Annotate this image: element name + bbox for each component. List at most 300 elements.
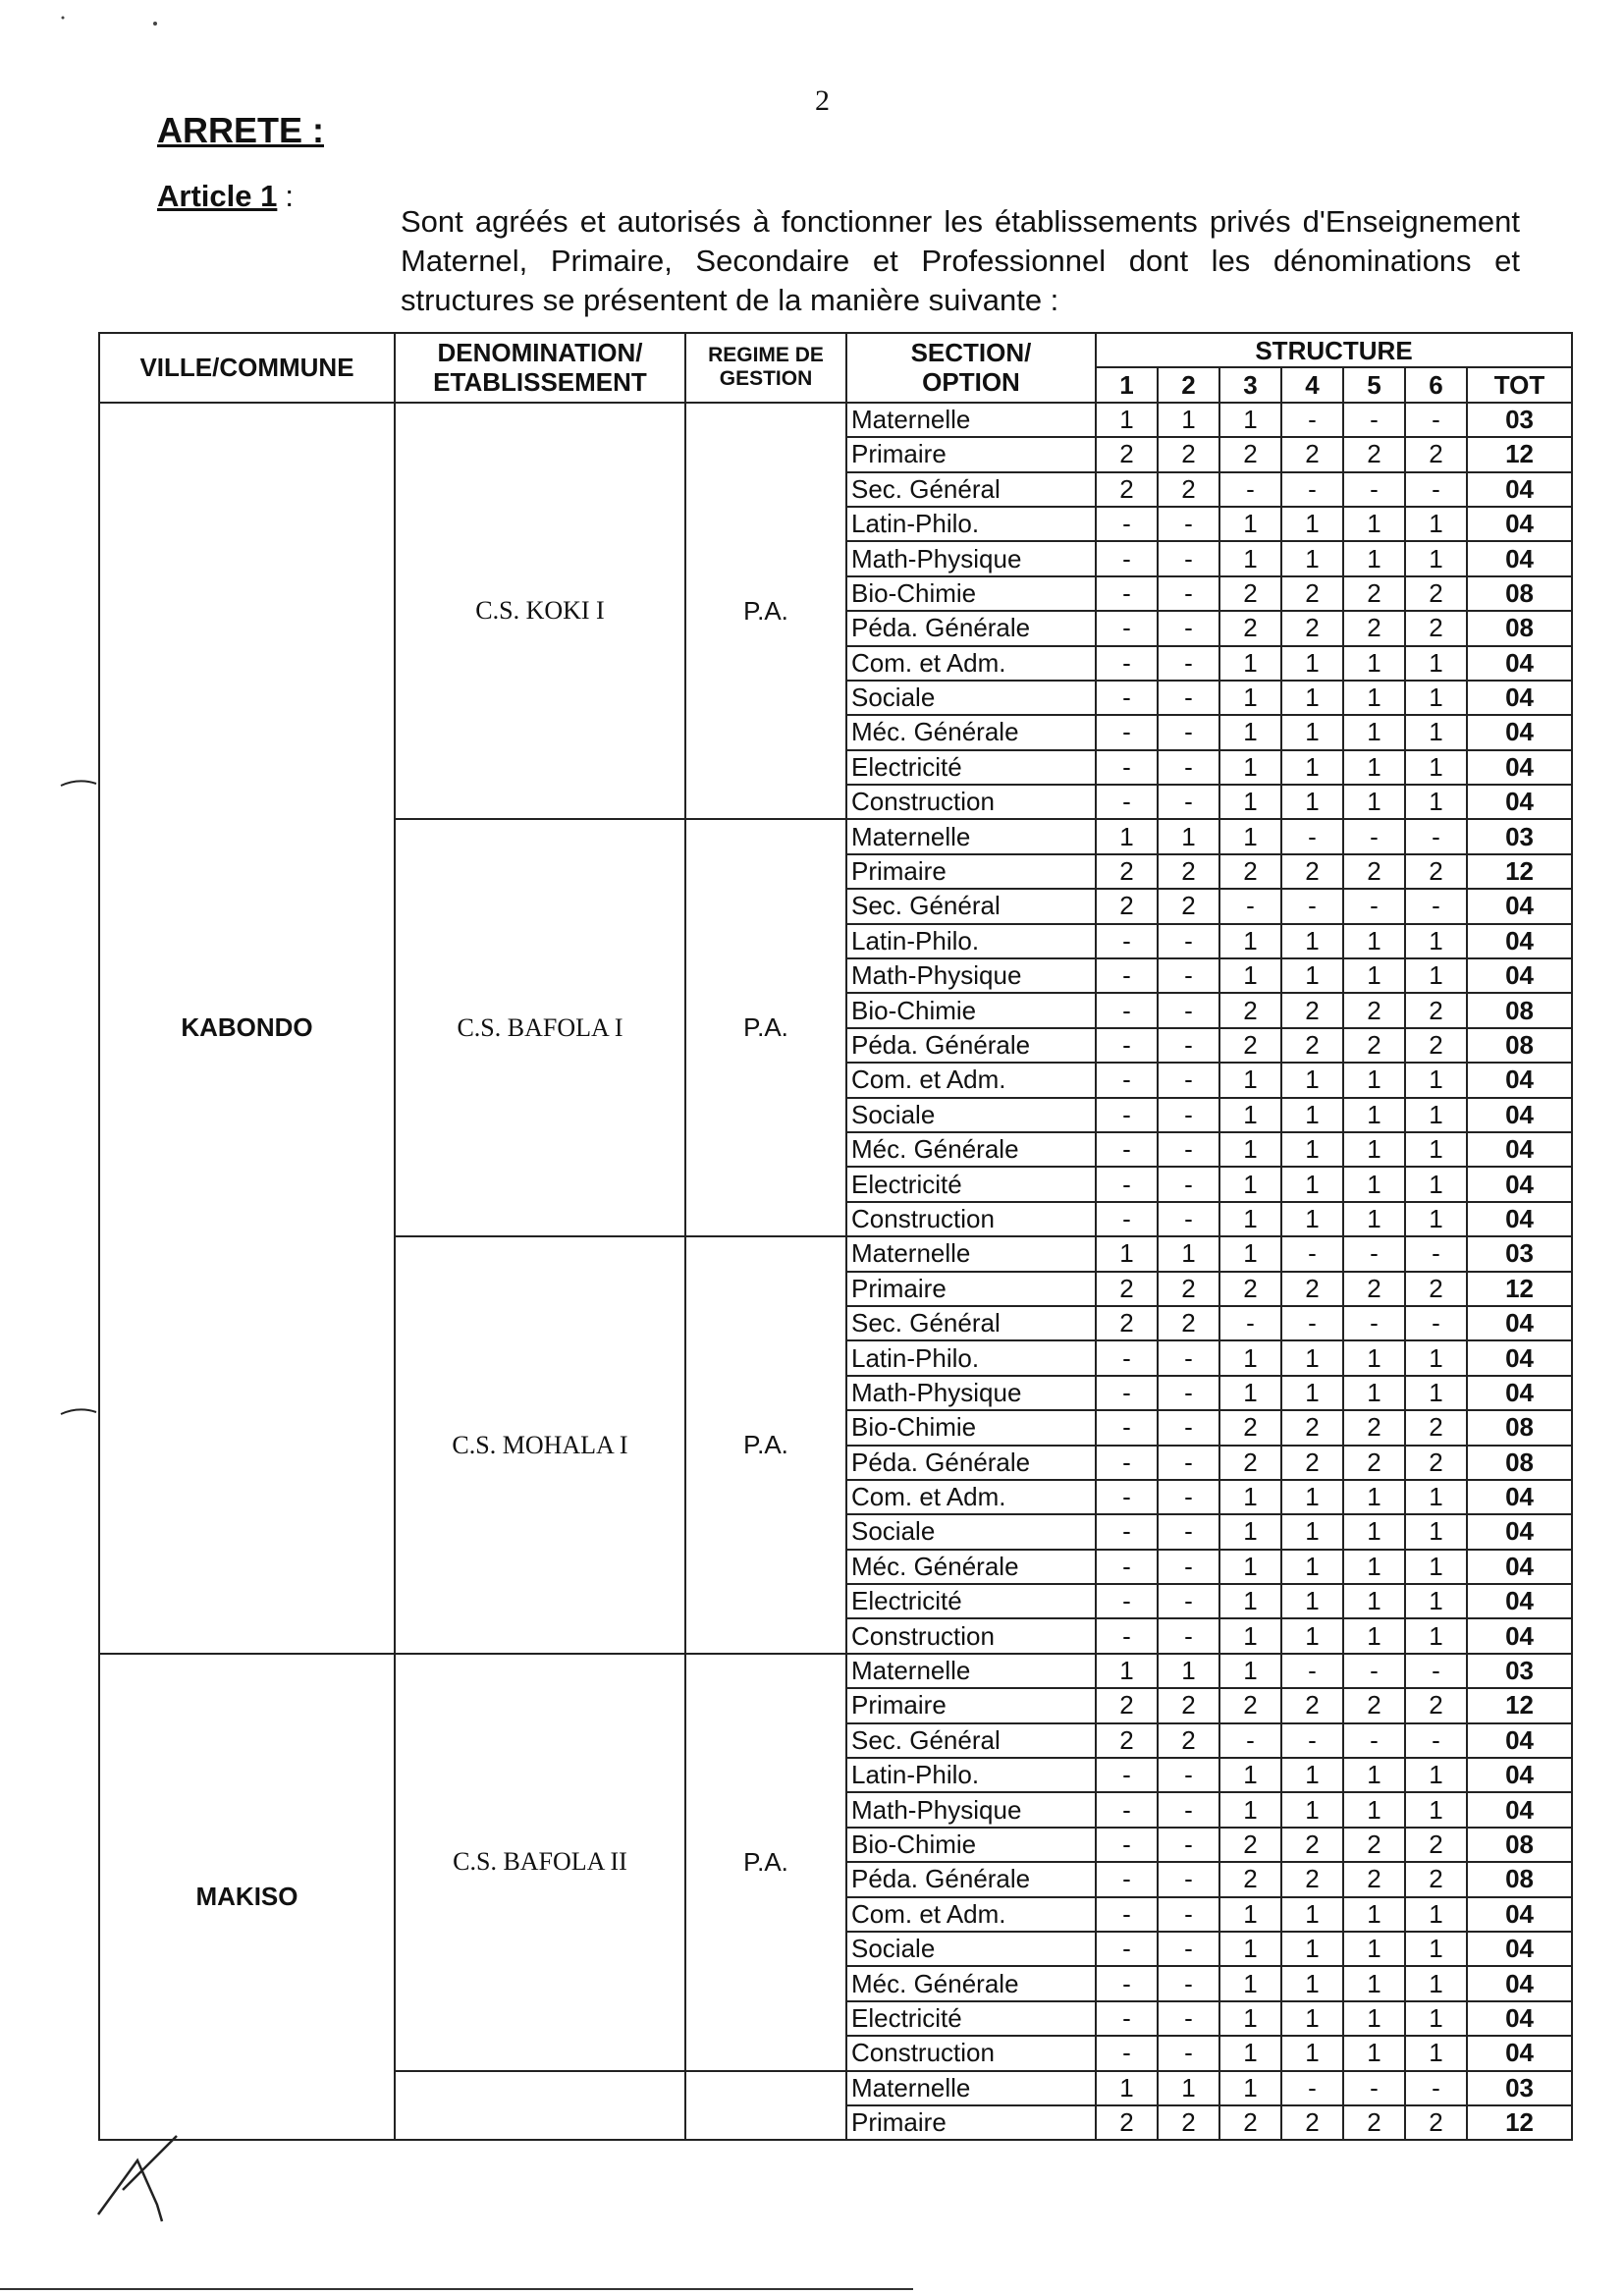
level-cell: -	[1158, 715, 1219, 749]
option-cell: Bio-Chimie	[846, 993, 1096, 1027]
article-number: Article 1	[157, 179, 278, 213]
option-cell: Primaire	[846, 1688, 1096, 1722]
level-cell: 2	[1219, 2105, 1281, 2140]
level-cell: -	[1281, 1654, 1343, 1688]
level-header: 6	[1405, 367, 1467, 402]
section-header-line2: OPTION	[922, 367, 1020, 398]
level-cell: 1	[1281, 1098, 1343, 1132]
level-header: 2	[1158, 367, 1219, 402]
level-cell: -	[1096, 1584, 1158, 1618]
bracket-mark	[61, 781, 96, 786]
level-cell: 2	[1343, 611, 1405, 645]
level-cell: 1	[1343, 750, 1405, 785]
level-cell: 1	[1219, 1584, 1281, 1618]
level-cell: 2	[1405, 1828, 1467, 1862]
option-cell: Electricité	[846, 750, 1096, 785]
option-cell: Péda. Générale	[846, 1446, 1096, 1480]
level-cell: 2	[1219, 1862, 1281, 1896]
level-cell: -	[1096, 646, 1158, 681]
level-cell: -	[1096, 1618, 1158, 1653]
article-text: Sont agréés et autorisés à fonctionner les établissements privés d'Enseignement Maternel, Primaire, Secondaire et Professionnel dont les dénominations et structures se présentent de la manière suivante :	[401, 204, 1520, 317]
level-cell: -	[1158, 1792, 1219, 1827]
level-cell: -	[1096, 1132, 1158, 1167]
level-cell: -	[1096, 576, 1158, 611]
level-cell: 2	[1158, 2105, 1219, 2140]
level-cell: 1	[1096, 403, 1158, 437]
level-cell: 1	[1219, 681, 1281, 715]
level-cell: -	[1096, 993, 1158, 1027]
option-cell: Bio-Chimie	[846, 1410, 1096, 1445]
level-cell: -	[1096, 958, 1158, 993]
level-cell: 1	[1343, 1376, 1405, 1410]
level-cell: -	[1096, 750, 1158, 785]
level-cell: 2	[1405, 1688, 1467, 1722]
level-header: 3	[1219, 367, 1281, 402]
level-cell: 1	[1405, 750, 1467, 785]
level-cell: 1	[1281, 1550, 1343, 1584]
level-cell: 1	[1281, 1167, 1343, 1201]
level-cell: 1	[1405, 785, 1467, 819]
level-cell: 2	[1281, 1410, 1343, 1445]
level-cell: 1	[1343, 1063, 1405, 1097]
level-cell: 1	[1343, 1202, 1405, 1236]
option-cell: Bio-Chimie	[846, 1828, 1096, 1862]
total-cell: 08	[1467, 576, 1572, 611]
level-cell: 2	[1158, 854, 1219, 889]
level-cell: 2	[1096, 854, 1158, 889]
level-cell: 1	[1281, 1618, 1343, 1653]
level-cell: 1	[1158, 403, 1219, 437]
level-cell: 1	[1405, 1063, 1467, 1097]
option-cell: Sociale	[846, 1932, 1096, 1966]
denomination-header-line2: ETABLISSEMENT	[433, 367, 647, 398]
level-cell: -	[1096, 1932, 1158, 1966]
level-cell: -	[1158, 611, 1219, 645]
regime-header-line2: GESTION	[719, 367, 813, 391]
level-cell: 2	[1158, 1306, 1219, 1340]
option-cell: Sec. Général	[846, 472, 1096, 507]
level-cell: 1	[1219, 1514, 1281, 1549]
level-cell: 1	[1343, 1758, 1405, 1792]
page-number: 2	[815, 84, 830, 117]
total-cell: 03	[1467, 403, 1572, 437]
option-cell: Latin-Philo.	[846, 924, 1096, 958]
level-cell: -	[1405, 1723, 1467, 1758]
level-cell: 1	[1281, 1376, 1343, 1410]
total-cell: 04	[1467, 1897, 1572, 1932]
level-cell: -	[1158, 1340, 1219, 1375]
level-cell: 2	[1096, 889, 1158, 923]
level-cell: 2	[1343, 1272, 1405, 1306]
option-cell: Primaire	[846, 437, 1096, 471]
level-cell: 2	[1405, 576, 1467, 611]
level-cell: -	[1096, 1550, 1158, 1584]
total-cell: 04	[1467, 541, 1572, 575]
level-cell: 2	[1343, 993, 1405, 1027]
level-cell: 2	[1343, 1028, 1405, 1063]
level-cell: 1	[1219, 646, 1281, 681]
level-cell: -	[1158, 1758, 1219, 1792]
level-cell: -	[1096, 1202, 1158, 1236]
total-cell: 04	[1467, 1792, 1572, 1827]
level-cell: 1	[1219, 1550, 1281, 1584]
option-cell: Math-Physique	[846, 1792, 1096, 1827]
total-cell: 04	[1467, 2001, 1572, 2036]
total-cell: 04	[1467, 1550, 1572, 1584]
level-cell: 1	[1343, 1618, 1405, 1653]
level-cell: 2	[1405, 437, 1467, 471]
level-cell: 1	[1281, 1897, 1343, 1932]
level-cell: -	[1343, 1723, 1405, 1758]
level-cell: 1	[1219, 541, 1281, 575]
level-cell: 2	[1281, 993, 1343, 1027]
total-cell: 04	[1467, 1723, 1572, 1758]
total-cell: 04	[1467, 2036, 1572, 2070]
option-cell: Math-Physique	[846, 958, 1096, 993]
level-cell: 1	[1405, 924, 1467, 958]
level-cell: -	[1405, 889, 1467, 923]
level-cell: 2	[1219, 1688, 1281, 1722]
level-cell: -	[1281, 819, 1343, 853]
level-cell: -	[1158, 1202, 1219, 1236]
level-cell: 1	[1343, 681, 1405, 715]
option-cell: Maternelle	[846, 819, 1096, 853]
level-cell: -	[1158, 1132, 1219, 1167]
level-cell: 1	[1219, 2071, 1281, 2105]
total-cell: 04	[1467, 1167, 1572, 1201]
level-cell: 1	[1219, 785, 1281, 819]
total-cell: 04	[1467, 681, 1572, 715]
level-cell: -	[1158, 1063, 1219, 1097]
option-cell: Maternelle	[846, 1236, 1096, 1271]
signature-mark	[98, 2136, 177, 2221]
level-cell: -	[1158, 576, 1219, 611]
option-cell: Com. et Adm.	[846, 1480, 1096, 1514]
level-cell: 2	[1219, 1028, 1281, 1063]
level-cell: -	[1096, 1098, 1158, 1132]
total-cell: 04	[1467, 1758, 1572, 1792]
option-cell: Electricité	[846, 1167, 1096, 1201]
level-cell: -	[1158, 1098, 1219, 1132]
total-cell: 03	[1467, 2071, 1572, 2105]
level-cell: 2	[1096, 2105, 1158, 2140]
level-cell: 1	[1343, 1340, 1405, 1375]
total-cell: 04	[1467, 472, 1572, 507]
total-cell: 08	[1467, 611, 1572, 645]
level-cell: -	[1405, 1236, 1467, 1271]
level-cell: -	[1158, 1028, 1219, 1063]
level-cell: 1	[1343, 507, 1405, 541]
level-cell: 1	[1219, 2036, 1281, 2070]
ville-header: VILLE/COMMUNE	[99, 333, 395, 403]
level-cell: -	[1158, 785, 1219, 819]
level-cell: -	[1096, 1966, 1158, 2000]
total-cell: 08	[1467, 1446, 1572, 1480]
total-cell: 04	[1467, 1340, 1572, 1375]
level-cell: -	[1158, 1618, 1219, 1653]
level-cell: 2	[1096, 1272, 1158, 1306]
level-cell: 1	[1281, 646, 1343, 681]
level-cell: 2	[1219, 854, 1281, 889]
level-cell: 1	[1096, 2071, 1158, 2105]
level-cell: -	[1096, 1063, 1158, 1097]
regime-cell: P.A.	[685, 1654, 846, 2071]
total-cell: 08	[1467, 1828, 1572, 1862]
level-cell: 1	[1343, 715, 1405, 749]
total-cell: 12	[1467, 854, 1572, 889]
level-cell: 1	[1219, 2001, 1281, 2036]
level-cell: -	[1158, 1966, 1219, 2000]
level-cell: -	[1405, 1654, 1467, 1688]
level-cell: -	[1158, 1376, 1219, 1410]
level-cell: -	[1096, 507, 1158, 541]
level-cell: 1	[1219, 1932, 1281, 1966]
level-cell: 1	[1219, 1340, 1281, 1375]
level-cell: 1	[1281, 681, 1343, 715]
level-cell: -	[1281, 2071, 1343, 2105]
level-cell: 1	[1405, 1758, 1467, 1792]
level-cell: -	[1405, 819, 1467, 853]
level-cell: 1	[1405, 1897, 1467, 1932]
level-cell: -	[1096, 1340, 1158, 1375]
level-cell: -	[1096, 1410, 1158, 1445]
level-cell: -	[1405, 472, 1467, 507]
total-cell: 04	[1467, 924, 1572, 958]
option-cell: Méc. Générale	[846, 1966, 1096, 2000]
level-cell: -	[1158, 958, 1219, 993]
option-cell: Primaire	[846, 2105, 1096, 2140]
establishment-name: C.S. BAFOLA II	[395, 1654, 685, 2071]
level-cell: 1	[1219, 1758, 1281, 1792]
level-cell: -	[1158, 993, 1219, 1027]
ville-cell: MAKISO	[99, 1654, 395, 2140]
level-cell: 1	[1343, 785, 1405, 819]
level-cell: -	[1343, 1236, 1405, 1271]
level-cell: 1	[1158, 1654, 1219, 1688]
level-cell: 2	[1405, 2105, 1467, 2140]
level-cell: 1	[1219, 924, 1281, 958]
option-cell: Sociale	[846, 1514, 1096, 1549]
level-cell: 2	[1343, 576, 1405, 611]
level-cell: 1	[1281, 1584, 1343, 1618]
level-cell: 1	[1405, 1340, 1467, 1375]
total-cell: 04	[1467, 1098, 1572, 1132]
level-cell: 2	[1343, 1410, 1405, 1445]
establishment-name: C.S. KOKI I	[395, 403, 685, 820]
level-cell: 2	[1158, 1272, 1219, 1306]
level-cell: 2	[1219, 611, 1281, 645]
level-cell: -	[1158, 2036, 1219, 2070]
total-cell: 04	[1467, 1932, 1572, 1966]
level-cell: 1	[1405, 2001, 1467, 2036]
level-cell: 1	[1158, 819, 1219, 853]
denomination-header-line1: DENOMINATION/	[437, 338, 643, 368]
section-header-line1: SECTION/	[910, 338, 1032, 368]
option-cell: Maternelle	[846, 403, 1096, 437]
level-cell: 1	[1219, 1236, 1281, 1271]
level-cell: 2	[1405, 854, 1467, 889]
total-cell: 03	[1467, 819, 1572, 853]
scan-dot	[153, 22, 157, 26]
level-cell: 1	[1405, 1376, 1467, 1410]
total-cell: 04	[1467, 1202, 1572, 1236]
level-cell: -	[1281, 1236, 1343, 1271]
level-cell: 1	[1219, 1897, 1281, 1932]
bracket-mark	[61, 1409, 96, 1414]
level-cell: 2	[1405, 1272, 1467, 1306]
level-cell: 2	[1281, 1862, 1343, 1896]
level-cell: 1	[1281, 1966, 1343, 2000]
level-cell: 1	[1343, 1132, 1405, 1167]
level-cell: 1	[1281, 541, 1343, 575]
option-cell: Sociale	[846, 1098, 1096, 1132]
total-cell: 08	[1467, 1028, 1572, 1063]
level-cell: 1	[1219, 403, 1281, 437]
level-cell: -	[1158, 1446, 1219, 1480]
option-cell: Méc. Générale	[846, 1132, 1096, 1167]
level-cell: -	[1343, 403, 1405, 437]
total-cell: 04	[1467, 1306, 1572, 1340]
level-cell: 1	[1343, 1932, 1405, 1966]
option-cell: Maternelle	[846, 2071, 1096, 2105]
level-cell: 2	[1219, 1410, 1281, 1445]
level-cell: -	[1096, 1514, 1158, 1549]
level-cell: 1	[1405, 541, 1467, 575]
total-cell: 04	[1467, 1514, 1572, 1549]
total-cell: 04	[1467, 1480, 1572, 1514]
level-cell: 1	[1405, 1792, 1467, 1827]
level-cell: 1	[1343, 1167, 1405, 1201]
regime-cell: P.A.	[685, 819, 846, 1236]
level-cell: 1	[1281, 2001, 1343, 2036]
level-cell: -	[1096, 681, 1158, 715]
level-cell: 1	[1343, 646, 1405, 681]
level-cell: 1	[1405, 681, 1467, 715]
level-cell: 1	[1281, 1758, 1343, 1792]
level-cell: -	[1158, 1410, 1219, 1445]
level-cell: 1	[1281, 750, 1343, 785]
level-cell: 2	[1343, 1828, 1405, 1862]
total-cell: 04	[1467, 1376, 1572, 1410]
level-cell: -	[1158, 507, 1219, 541]
level-cell: 1	[1219, 1132, 1281, 1167]
option-cell: Electricité	[846, 1584, 1096, 1618]
level-cell: 1	[1405, 507, 1467, 541]
level-cell: 1	[1405, 1932, 1467, 1966]
level-cell: 2	[1096, 437, 1158, 471]
level-cell: -	[1281, 1723, 1343, 1758]
level-cell: 2	[1343, 854, 1405, 889]
level-header: 5	[1343, 367, 1405, 402]
level-cell: 1	[1281, 924, 1343, 958]
total-cell: 04	[1467, 1966, 1572, 2000]
level-cell: -	[1096, 1446, 1158, 1480]
regime-cell: P.A.	[685, 1236, 846, 1654]
level-cell: -	[1096, 1480, 1158, 1514]
level-cell: 2	[1405, 1446, 1467, 1480]
option-cell: Primaire	[846, 854, 1096, 889]
establishment-name: C.S. MOHALA I	[395, 1236, 685, 1654]
level-cell: -	[1343, 1306, 1405, 1340]
option-cell: Péda. Générale	[846, 611, 1096, 645]
level-cell: 1	[1405, 1202, 1467, 1236]
level-cell: 2	[1158, 889, 1219, 923]
level-header: 1	[1096, 367, 1158, 402]
total-cell: 04	[1467, 785, 1572, 819]
option-cell: Com. et Adm.	[846, 1897, 1096, 1932]
level-cell: 1	[1281, 1202, 1343, 1236]
level-cell: 1	[1281, 785, 1343, 819]
total-header: TOT	[1467, 367, 1572, 402]
level-cell: -	[1219, 889, 1281, 923]
option-cell: Latin-Philo.	[846, 507, 1096, 541]
structure-header: STRUCTURE	[1096, 333, 1572, 367]
option-cell: Sec. Général	[846, 1306, 1096, 1340]
level-cell: -	[1096, 1376, 1158, 1410]
level-cell: 1	[1096, 819, 1158, 853]
level-cell: 2	[1281, 437, 1343, 471]
establishment-name: C.S. BAFOLA I	[395, 819, 685, 1236]
level-cell: 1	[1281, 1132, 1343, 1167]
level-cell: -	[1158, 1897, 1219, 1932]
level-cell: -	[1096, 2036, 1158, 2070]
option-cell: Latin-Philo.	[846, 1340, 1096, 1375]
level-cell: 1	[1343, 958, 1405, 993]
level-cell: 2	[1158, 472, 1219, 507]
level-cell: 1	[1405, 1550, 1467, 1584]
level-cell: -	[1343, 1654, 1405, 1688]
level-cell: 2	[1281, 611, 1343, 645]
total-cell: 08	[1467, 993, 1572, 1027]
level-cell: 2	[1158, 1723, 1219, 1758]
level-cell: -	[1158, 1862, 1219, 1896]
level-cell: -	[1096, 1862, 1158, 1896]
level-cell: 1	[1281, 2036, 1343, 2070]
level-cell: 2	[1096, 1688, 1158, 1722]
level-cell: 2	[1281, 576, 1343, 611]
level-cell: -	[1096, 1792, 1158, 1827]
option-cell: Construction	[846, 2036, 1096, 2070]
level-cell: 2	[1405, 993, 1467, 1027]
level-cell: 2	[1219, 1272, 1281, 1306]
level-cell: -	[1158, 2001, 1219, 2036]
level-cell: -	[1158, 681, 1219, 715]
level-cell: -	[1096, 1828, 1158, 1862]
total-cell: 04	[1467, 958, 1572, 993]
level-cell: 1	[1405, 1480, 1467, 1514]
level-cell: 2	[1219, 1446, 1281, 1480]
level-cell: 2	[1219, 1828, 1281, 1862]
total-cell: 04	[1467, 1132, 1572, 1167]
level-cell: 1	[1405, 646, 1467, 681]
level-cell: -	[1096, 541, 1158, 575]
total-cell: 03	[1467, 1654, 1572, 1688]
level-cell: 2	[1096, 1306, 1158, 1340]
level-cell: -	[1158, 541, 1219, 575]
level-cell: 1	[1281, 958, 1343, 993]
level-cell: -	[1096, 785, 1158, 819]
option-cell: Com. et Adm.	[846, 646, 1096, 681]
level-cell: 1	[1405, 2036, 1467, 2070]
level-cell: 1	[1158, 2071, 1219, 2105]
option-cell: Construction	[846, 785, 1096, 819]
level-cell: -	[1219, 1723, 1281, 1758]
level-cell: -	[1405, 403, 1467, 437]
level-cell: 2	[1343, 1688, 1405, 1722]
level-cell: -	[1096, 715, 1158, 749]
level-cell: 2	[1405, 611, 1467, 645]
level-cell: -	[1281, 472, 1343, 507]
